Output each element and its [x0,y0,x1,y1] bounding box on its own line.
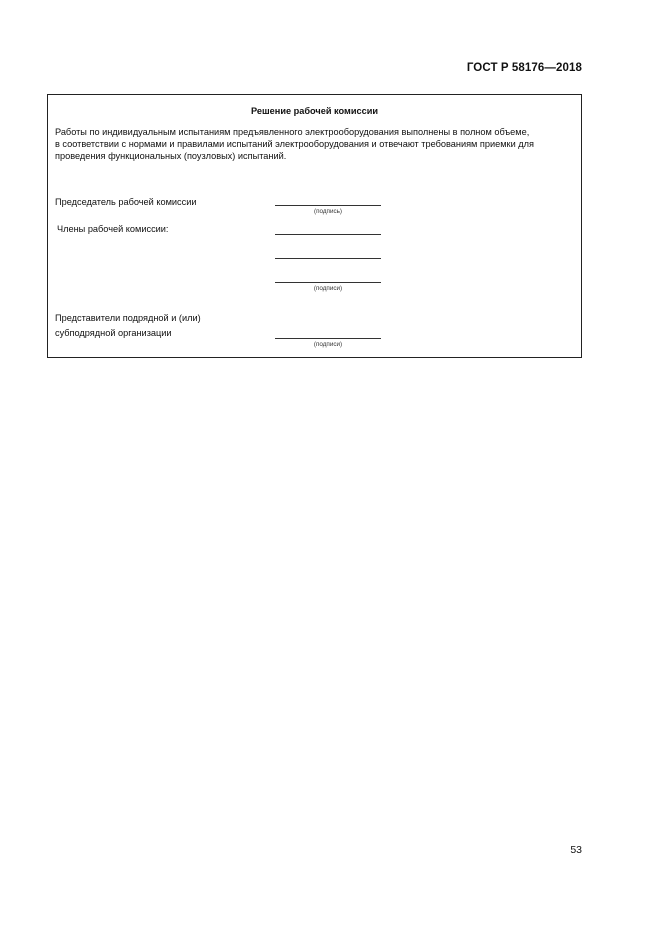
member-signature-line [275,282,381,283]
representatives-label-line2: субподрядной организации [55,328,172,338]
representatives-label-line1: Представители подрядной и (или) [55,313,201,323]
chairman-signature-line [275,205,381,206]
page-number: 53 [570,844,582,856]
chairman-label: Председатель рабочей комиссии [55,197,197,207]
decision-form [47,94,582,358]
chairman-signature-caption: (подпись) [314,208,342,215]
representatives-signature-line [275,338,381,339]
paragraph-line: проведения функциональных (поузловых) испытаний. [55,151,287,162]
representatives-signature-caption: (подписи) [313,341,343,348]
decision-paragraph [55,126,577,163]
document-code: ГОСТ Р 58176—2018 [466,62,582,74]
paragraph-line: в соответствии с нормами и правилами испытаний электрооборудования и отвечают требованиям приемки для [55,139,534,150]
members-signature-caption: (подписи) [313,285,343,292]
form-title: Решение рабочей комиссии [251,106,378,116]
members-label: Члены рабочей комиссии: [57,224,169,234]
member-signature-line [275,258,381,259]
paragraph-line: Работы по индивидуальным испытаниям предъявленного электрооборудования выполнены в полном объеме, [55,127,530,137]
member-signature-line [275,234,381,235]
